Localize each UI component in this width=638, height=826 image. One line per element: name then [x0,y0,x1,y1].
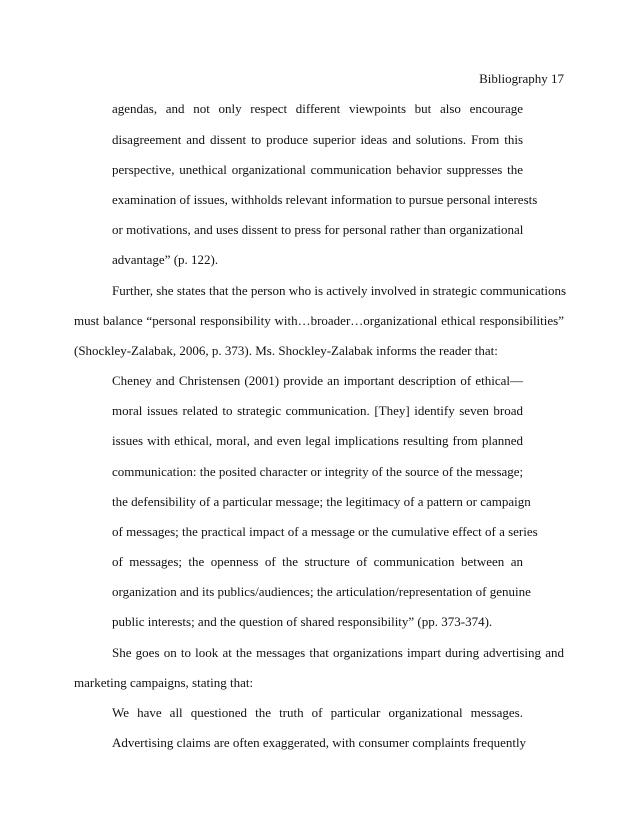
text-line: advantage” (p. 122). [112,252,219,267]
text-line: issues with ethical, moral, and even legal implications resulting from planned [112,433,523,448]
text-line: of messages; the practical impact of a message or the cumulative effect of a series [112,524,538,539]
text-line: public interests; and the question of shared responsibility” (pp. 373-374). [112,614,493,629]
text-line: of messages; the openness of the structure of communication between an [112,554,523,569]
text-line: (Shockley-Zalabak, 2006, p. 373). Ms. Shockley-Zalabak informs the reader that: [74,343,498,358]
text-line: communication: the posited character or integrity of the source of the message; [112,464,524,479]
text-line: or motivations, and uses dissent to press for personal rather than organizational [112,222,524,237]
running-head: Bibliography 17 [479,71,564,86]
text-line: the defensibility of a particular message; the legitimacy of a pattern or campaign [112,494,531,509]
text-line: Cheney and Christensen (2001) provide an important description of ethical— [112,373,523,388]
text-line: We have all questioned the truth of particular organizational messages. [112,705,523,720]
text-line: organization and its publics/audiences; the articulation/representation of genuine [112,584,531,599]
text-line: marketing campaigns, stating that: [74,675,254,690]
text-line: agendas, and not only respect different viewpoints but also encourage [112,101,523,116]
text-line: perspective, unethical organizational communication behavior suppresses the [112,162,523,177]
text-line: examination of issues, withholds relevant information to pursue personal interests [112,192,538,207]
text-line: Advertising claims are often exaggerated, with consumer complaints frequently [112,735,527,750]
text-line: must balance “personal responsibility with…broader…organizational ethical responsibilities” [74,313,564,328]
text-line: disagreement and dissent to produce superior ideas and solutions. From this [112,132,523,147]
text-line: Further, she states that the person who is actively involved in strategic communications [112,283,567,298]
text-line: moral issues related to strategic communication. [They] identify seven broad [112,403,523,418]
text-line: She goes on to look at the messages that organizations impart during advertising and [112,645,564,660]
